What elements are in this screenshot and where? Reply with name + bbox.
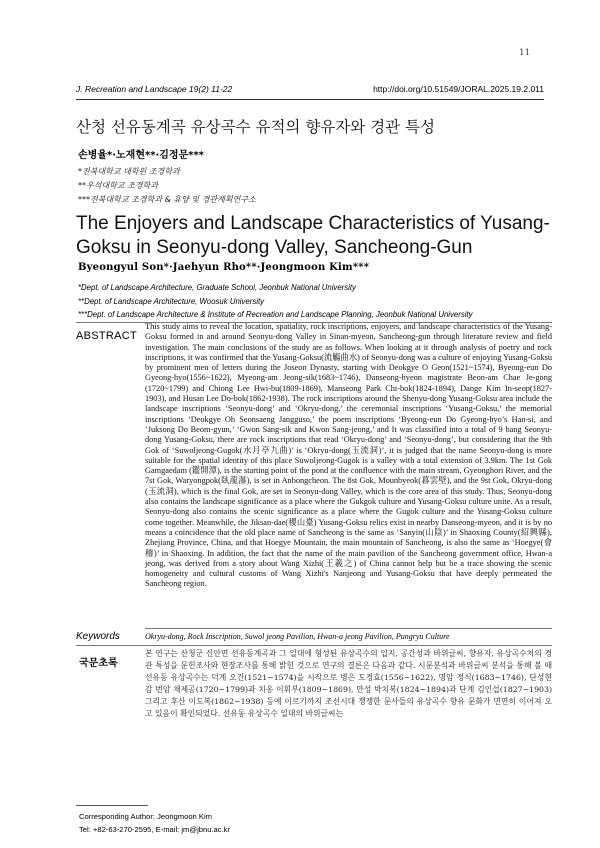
korean-affiliation-2: **우석대학교 조경학과 xyxy=(78,181,159,190)
keywords-list: Okryu-dong, Rock Inscription, Suwol jeong Pavilion, Hwan-a jeong Pavilion, Pungryu Culture xyxy=(145,632,450,641)
english-affiliation-2: **Dept. of Landscape Architecture, Woosuk University xyxy=(78,297,265,306)
keywords-divider xyxy=(76,645,552,646)
english-affiliation-3: ***Dept. of Landscape Architecture & Institute of Recreation and Landscape Planning, Jeonbuk National University xyxy=(78,310,473,319)
journal-reference: J. Recreation and Landscape 19(2) 11-22 xyxy=(76,84,233,94)
contact-info: Tel: +82-63-270-2595, E-mail: jm@jbnu.ac.kr xyxy=(79,825,231,834)
header-divider xyxy=(76,99,544,100)
abstract-divider xyxy=(145,628,552,629)
abstract-body: This study aims to reveal the location, spatiality, rock inscriptions, enjoyers, and landscape characteristics of the Yusang-Goksu formed in and around Seonyu-dong Valley in Sinan-myeon, Sancheong-gun through literature review and field investigation. The main conclusions of the study are as follows. When looking at it through analysis of poetry and rock inscriptions, it was confirmed that the Yusang-Goksu(流觴曲水) of Seonyu-dong was a culture of enjoying Yusang-Goksu by prominent men of letters during the Joseon Dynasty, starting with Deokgye O Geon(1521~1574), Byeong-eun Do Gyeong-hyo(1556~1622), Myeong-am Jeong-sik(1683~1746), Danseong-hyeon magistrate Beon-am Chae Je-gong (1720~1799) and Chiong Lee Hwi-bu(1809-1869), Manseong Park Chi-bok(1824-1894), Dange Kim In-seop(1827-1903), and Husan Lee Do-bok(1862-1938). The rock inscriptions around the Shenyu-dong Yusang-Goksu area include the landscape inscriptions ‘Seonyu-dong’ and ‘Okryu-dong,’ the ceremonial inscriptions ‘Yusang-Goksu,’ the memorial inscriptions ‘Deokgye Oh Seonsaeng Jangguso,’ the poem inscriptions ‘Byeong-eun Do Gyeong-hyo’s Han-si, and ‘Juksong Do Beom-gyun,’ ‘Gwon Sang-sik and Kwon Sang-jeong,’ and It was classified into a total of 9 bang Seonyu-dong Yusang-Goksu, there are rock inscriptions that read ‘Okryu-dong’ and ‘Seonyu-dong’, but considering that the 9th Gok of ‘Suwoljeong-Gugok(水月亭九曲)’ is ‘Okryu-dong(玉流洞)’, it is judged that the name Seonyu-dong is more suitable for the spatial identity of this place Suwoljeong-Gugok is a valley with a total extension of 3.9km. The 1st Gok Gamgaedam (鑑開潭), is the starting point of the pond at the confluence with the main stream, Gyeonghori River, and the 7st Gok, Waryongpok(臥龍瀑), is set in Anbongcheon. The 8st Gok, Mounbyeok(暮雲壁), and the 9st Gok, Okryu-dong (玉流洞), which is the final Gok, are set in Seonyu-dong Valley, which is the core area of this study. Thus, Seonyu-dong also contains the landscape significance as a place where the Gukgok culture and Yusang-Goksu culture unite. As a result, Seonyu-dong also contains the scenic significance as a place where the Gugok culture and the Yusang-Goksu culture come together. Meanwhile, the Jiksan-dae(稷山臺) Yusang-Goksu relics exist in nearby Danseong-myeon, and it is by no means a coincidence that the old place name of Sancheong is the same as ‘Sanyin(山陰)’ in Shaoxing County(紹興縣), Zhejiang Province, China, and that Hoegye Mountain, the main mountain of Sancheong, is also the same as ‘Hoegye(會稽)’ in Shaoxing. In addition, the fact that the name of the main pavilion of the Sancheong government office, Hwan-a jeong, was derived from a story about Wang Xizhi(王羲之) of China cannot help but be a trace showing the scenic homogeneity and cultural customs of Wang Xizhi's Nanjeong and Yusang-Goksu that have deeply permeated the Sancheong region. xyxy=(145,322,552,589)
korean-abstract-label: 국문초록 xyxy=(79,658,118,669)
page-number: 11 xyxy=(519,48,530,58)
korean-title: 산청 선유동계곡 유상곡수 유적의 향유자와 경관 특성 xyxy=(76,118,435,136)
korean-affiliation-1: *전북대학교 대학원 조경학과 xyxy=(78,167,180,176)
abstract-label: ABSTRACT xyxy=(76,330,138,342)
korean-abstract-body: 본 연구는 산청군 신안면 선유동계곡과 그 일대에 형성된 유상곡수의 입지, 공간성과 바위글씨, 향유자, 유상곡수처의 경관 특성을 문헌조사와 현장조사를 통해 밝힌 것으로 연구의 결론은 다음과 같다. 시문분석과 바위글씨 분석을 통해 볼 때 선유동 유상곡수는 덕계 오건(1521~1574)을 시작으로 병은 도경효(1556~1622), 명암 정식(1683~1746), 단성현감 번암 채제공(1720~1799)과 치옹 이휘부(1809~1869), 만성 박치복(1824~1894)과 단계 김인섭(1827~1903) 그리고 후산 이도복(1862~1938) 등에 이르기까지 조선시대 쟁쟁한 문사들의 유상곡수 향유 문화가 면면히 이어져 오고 있음이 확인되었다. 선유동 유상곡수 일대의 바위글씨는 xyxy=(145,649,552,718)
corresponding-author: Corresponding Author: Jeongmoon Kim xyxy=(79,812,212,821)
keywords-label: Keywords xyxy=(76,631,120,642)
korean-authors: 손병율*·노재현**·김정문*** xyxy=(78,150,204,161)
english-affiliation-1: *Dept. of Landscape Architecture, Graduate School, Jeonbuk National University xyxy=(78,283,356,292)
english-title: The Enjoyers and Landscape Characteristics of Yusang-Goksu in Seonyu-dong Valley, Sancheong-Gun xyxy=(76,213,550,258)
footnote-divider xyxy=(76,805,148,806)
english-authors: Byeongyul Son*·Jaehyun Rho**·Jeongmoon Kim*** xyxy=(78,262,370,273)
doi-link[interactable]: http://doi.org/10.51549/JORAL.2025.19.2.011 xyxy=(373,84,544,94)
korean-affiliation-3: ***전북대학교 조경학과 & 휴양 및 경관계획연구소 xyxy=(78,195,256,204)
